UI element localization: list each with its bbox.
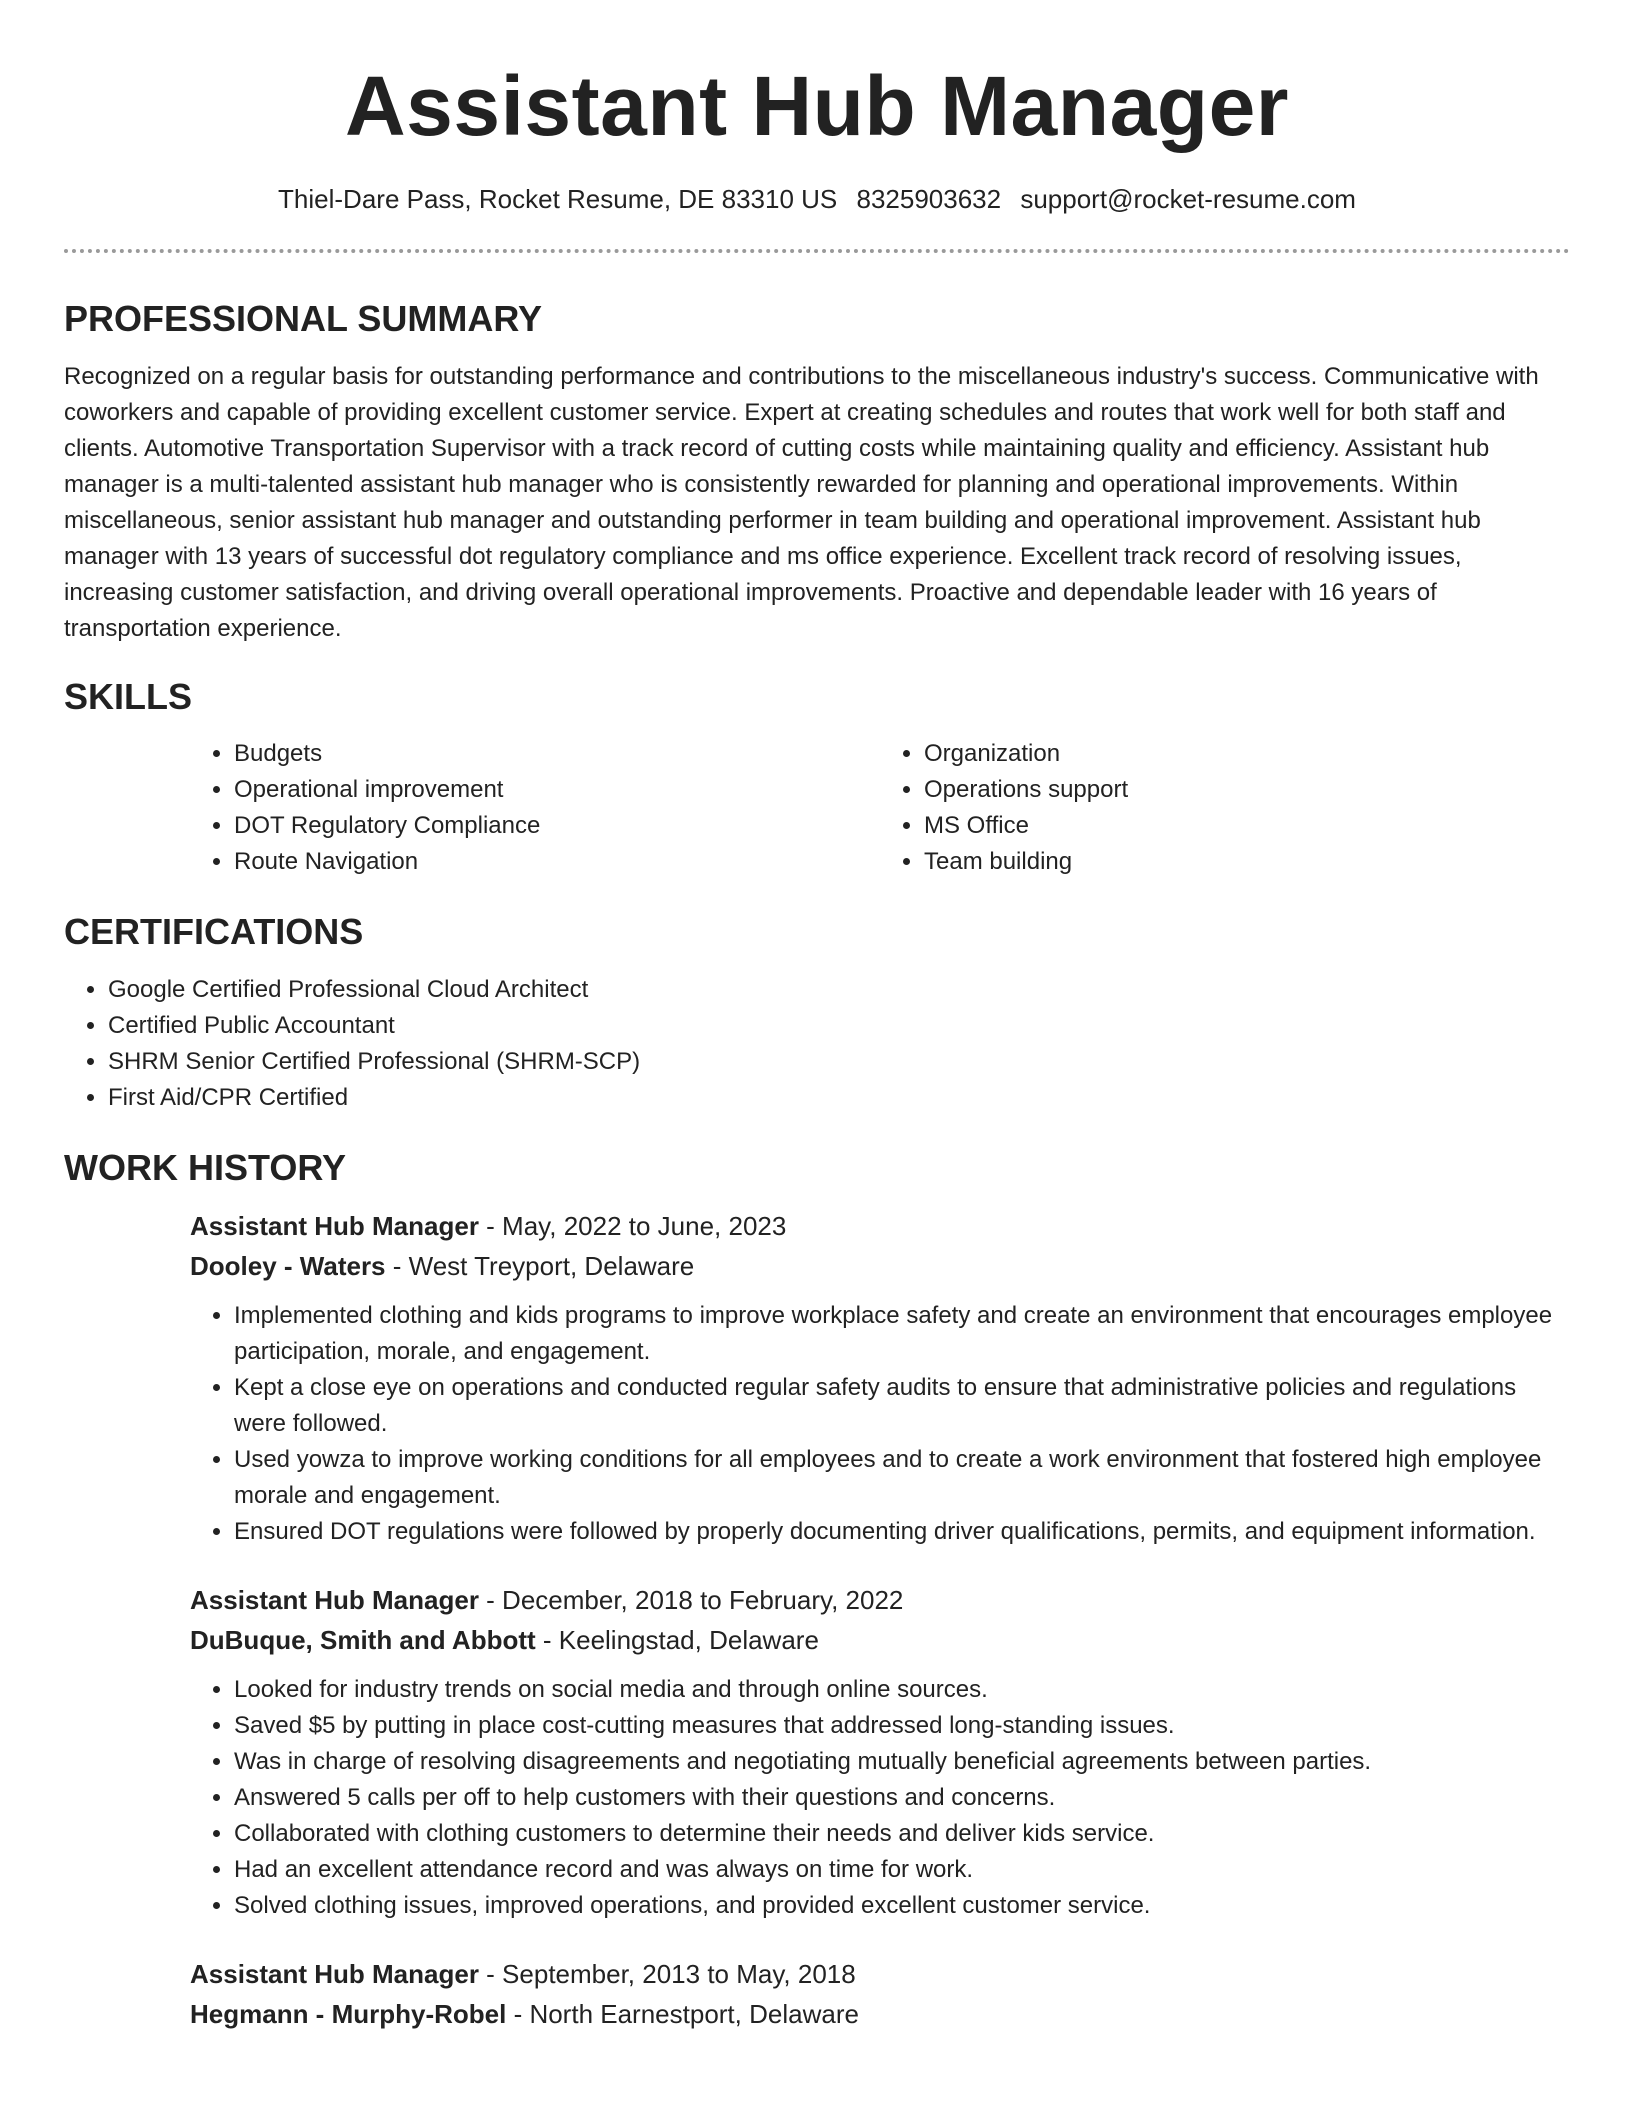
summary-text: Recognized on a regular basis for outstanding performance and contributions to the miscellaneous industry's success. Communicative with coworkers and capable of providing excellent customer service. Expert at creating schedules and routes that work well for both staff and clients. Automotive Transportation Supervisor with a track record of cutting costs while maintaining quality and efficiency. Assistant hub manager is a multi-talented assistant hub manager who is consistently rewarded for planning and operational improvements. Within miscellaneous, senior assistant hub manager and outstanding performer in team building and operational improvement. Assistant hub manager with 13 years of successful dot regulatory compliance and ms office experience. Excellent track record of resolving issues, increasing customer satisfaction, and driving overall operational improvements. Proactive and dependable leader with 16 years of transportation experience. [64, 362, 1539, 642]
job-company-line [190, 1620, 1570, 1660]
job-location: - West Treyport, Delaware [385, 1250, 695, 1281]
list-item: • MS Office [924, 808, 1570, 844]
list-item: • Was in charge of resolving disagreements and negotiating mutually beneficial agreements between parties. [234, 1744, 1570, 1780]
list-item: • Saved $5 by putting in place cost-cutting measures that addressed long-standing issues. [234, 1708, 1570, 1744]
list-item: • DOT Regulatory Compliance [234, 808, 880, 844]
list-item: • Kept a close eye on operations and conducted regular safety audits to ensure that administrative policies and regulations were followed. [234, 1370, 1570, 1442]
job-company-line [190, 1246, 1570, 1286]
list-item: • Google Certified Professional Cloud Architect [108, 972, 1570, 1008]
resume-name: Assistant Hub Manager [344, 59, 1289, 153]
skills-list-right [880, 736, 1570, 880]
job-company: Hegmann - Murphy-Robel [190, 1998, 507, 2029]
list-item: • Collaborated with clothing customers to determine their needs and deliver kids service. [234, 1816, 1570, 1852]
job-role: Assistant Hub Manager [190, 1958, 479, 1989]
job-role: Assistant Hub Manager [190, 1210, 479, 1241]
list-item: • Implemented clothing and kids programs to improve workplace safety and create an environment that encourages employee participation, morale, and engagement. [234, 1298, 1570, 1370]
list-item: • Had an excellent attendance record and was always on time for work. [234, 1852, 1570, 1888]
list-item: • Operational improvement [234, 772, 880, 808]
job-bullets [190, 1672, 1570, 1924]
summary-section [64, 299, 1570, 647]
skills-section [64, 677, 1570, 881]
skills-grid [190, 736, 1570, 880]
contact-line [64, 184, 1570, 215]
resume-page [64, 0, 1570, 2034]
header-divider [64, 249, 1570, 253]
job-entry [190, 1206, 1570, 1550]
certifications-section [64, 912, 1570, 1116]
skills-list-left [190, 736, 880, 880]
job-role-line [190, 1580, 1570, 1620]
job-role-line [190, 1954, 1570, 1994]
summary-title: PROFESSIONAL SUMMARY [64, 298, 543, 340]
list-item: • Organization [924, 736, 1570, 772]
job-bullets [190, 1298, 1570, 1550]
job-company-line [190, 1994, 1570, 2034]
job-location: - North Earnestport, Delaware [506, 1998, 859, 2029]
list-item: • Ensured DOT regulations were followed by properly documenting driver qualifications, permits, and equipment information. [234, 1514, 1570, 1550]
list-item: • First Aid/CPR Certified [108, 1080, 1570, 1116]
list-item: • SHRM Senior Certified Professional (SHRM-SCP) [108, 1044, 1570, 1080]
work-history-section [64, 1148, 1570, 2034]
list-item: • Looked for industry trends on social media and through online sources. [234, 1672, 1570, 1708]
list-item: • Operations support [924, 772, 1570, 808]
job-dates: - September, 2013 to May, 2018 [478, 1958, 856, 1989]
contact-phone: 8325903632 [856, 184, 1002, 214]
job-role-line [190, 1206, 1570, 1246]
list-item: • Team building [924, 844, 1570, 880]
contact-address: Thiel-Dare Pass, Rocket Resume, DE 83310 US [278, 184, 838, 214]
list-item: • Certified Public Accountant [108, 1008, 1570, 1044]
work-history-title: WORK HISTORY [64, 1146, 347, 1188]
certifications-list [64, 972, 1570, 1116]
job-company: Dooley - Waters [190, 1250, 386, 1281]
job-entry [190, 1954, 1570, 2034]
list-item: • Answered 5 calls per off to help customers with their questions and concerns. [234, 1780, 1570, 1816]
list-item: • Budgets [234, 736, 880, 772]
list-item: • Used yowza to improve working conditions for all employees and to create a work environment that fostered high employee morale and engagement. [234, 1442, 1570, 1514]
job-role: Assistant Hub Manager [190, 1584, 479, 1615]
job-dates: - December, 2018 to February, 2022 [478, 1584, 904, 1615]
job-dates: - May, 2022 to June, 2023 [478, 1210, 787, 1241]
skills-title: SKILLS [64, 675, 193, 717]
contact-email: support@rocket-resume.com [1020, 184, 1356, 214]
list-item: • Solved clothing issues, improved operations, and provided excellent customer service. [234, 1888, 1570, 1924]
job-company: DuBuque, Smith and Abbott [190, 1624, 536, 1655]
job-location: - Keelingstad, Delaware [535, 1624, 819, 1655]
list-item: • Route Navigation [234, 844, 880, 880]
job-entry [190, 1580, 1570, 1924]
certifications-title: CERTIFICATIONS [64, 911, 364, 953]
